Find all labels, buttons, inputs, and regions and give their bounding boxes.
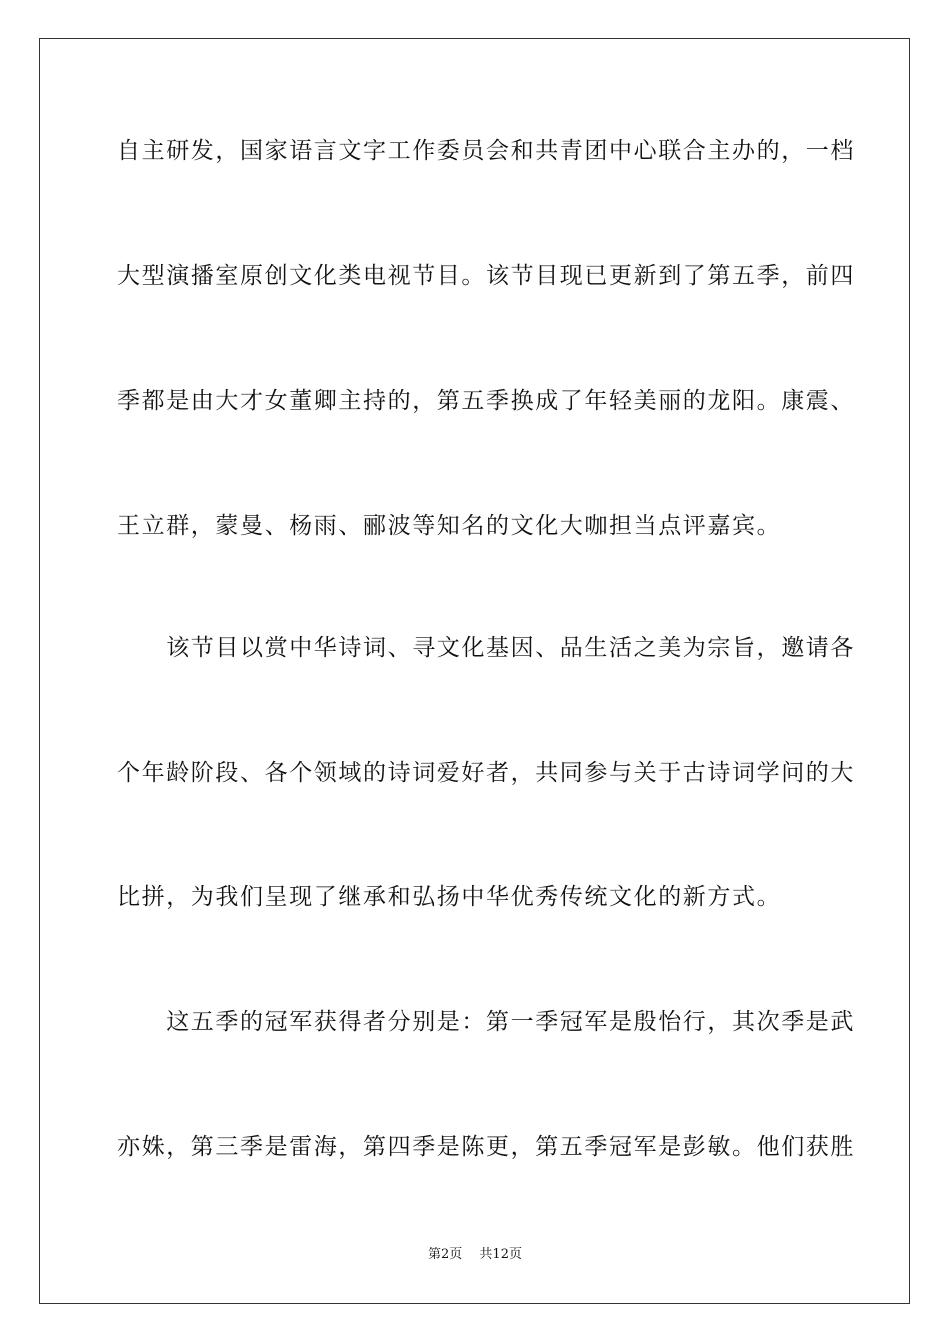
text-line: 该节目以赏中华诗词、寻文化基因、品生活之美为宗旨，邀请各: [117, 635, 855, 661]
page-border: [39, 38, 910, 1304]
page-number-footer: 第2页 共12页: [428, 1247, 522, 1262]
text-line: 个年龄阶段、各个领域的诗词爱好者，共同参与关于古诗词学问的大: [117, 760, 855, 786]
text-line: 比拼，为我们呈现了继承和弘扬中华优秀传统文化的新方式。: [117, 884, 782, 910]
text-line: 这五季的冠军获得者分别是：第一季冠军是殷怡行，其次季是武: [117, 1009, 855, 1035]
text-line: 季都是由大才女董卿主持的，第五季换成了年轻美丽的龙阳。康震、: [117, 388, 855, 414]
text-line: 王立群，蒙曼、杨雨、郦波等知名的文化大咖担当点评嘉宾。: [117, 513, 782, 539]
text-line: 自主研发，国家语言文字工作委员会和共青团中心联合主办的，一档: [117, 138, 855, 164]
text-line: 亦姝，第三季是雷海，第四季是陈更，第五季冠军是彭敏。他们获胜: [117, 1134, 855, 1160]
text-line: 大型演播室原创文化类电视节目。该节目现已更新到了第五季，前四: [117, 263, 855, 289]
